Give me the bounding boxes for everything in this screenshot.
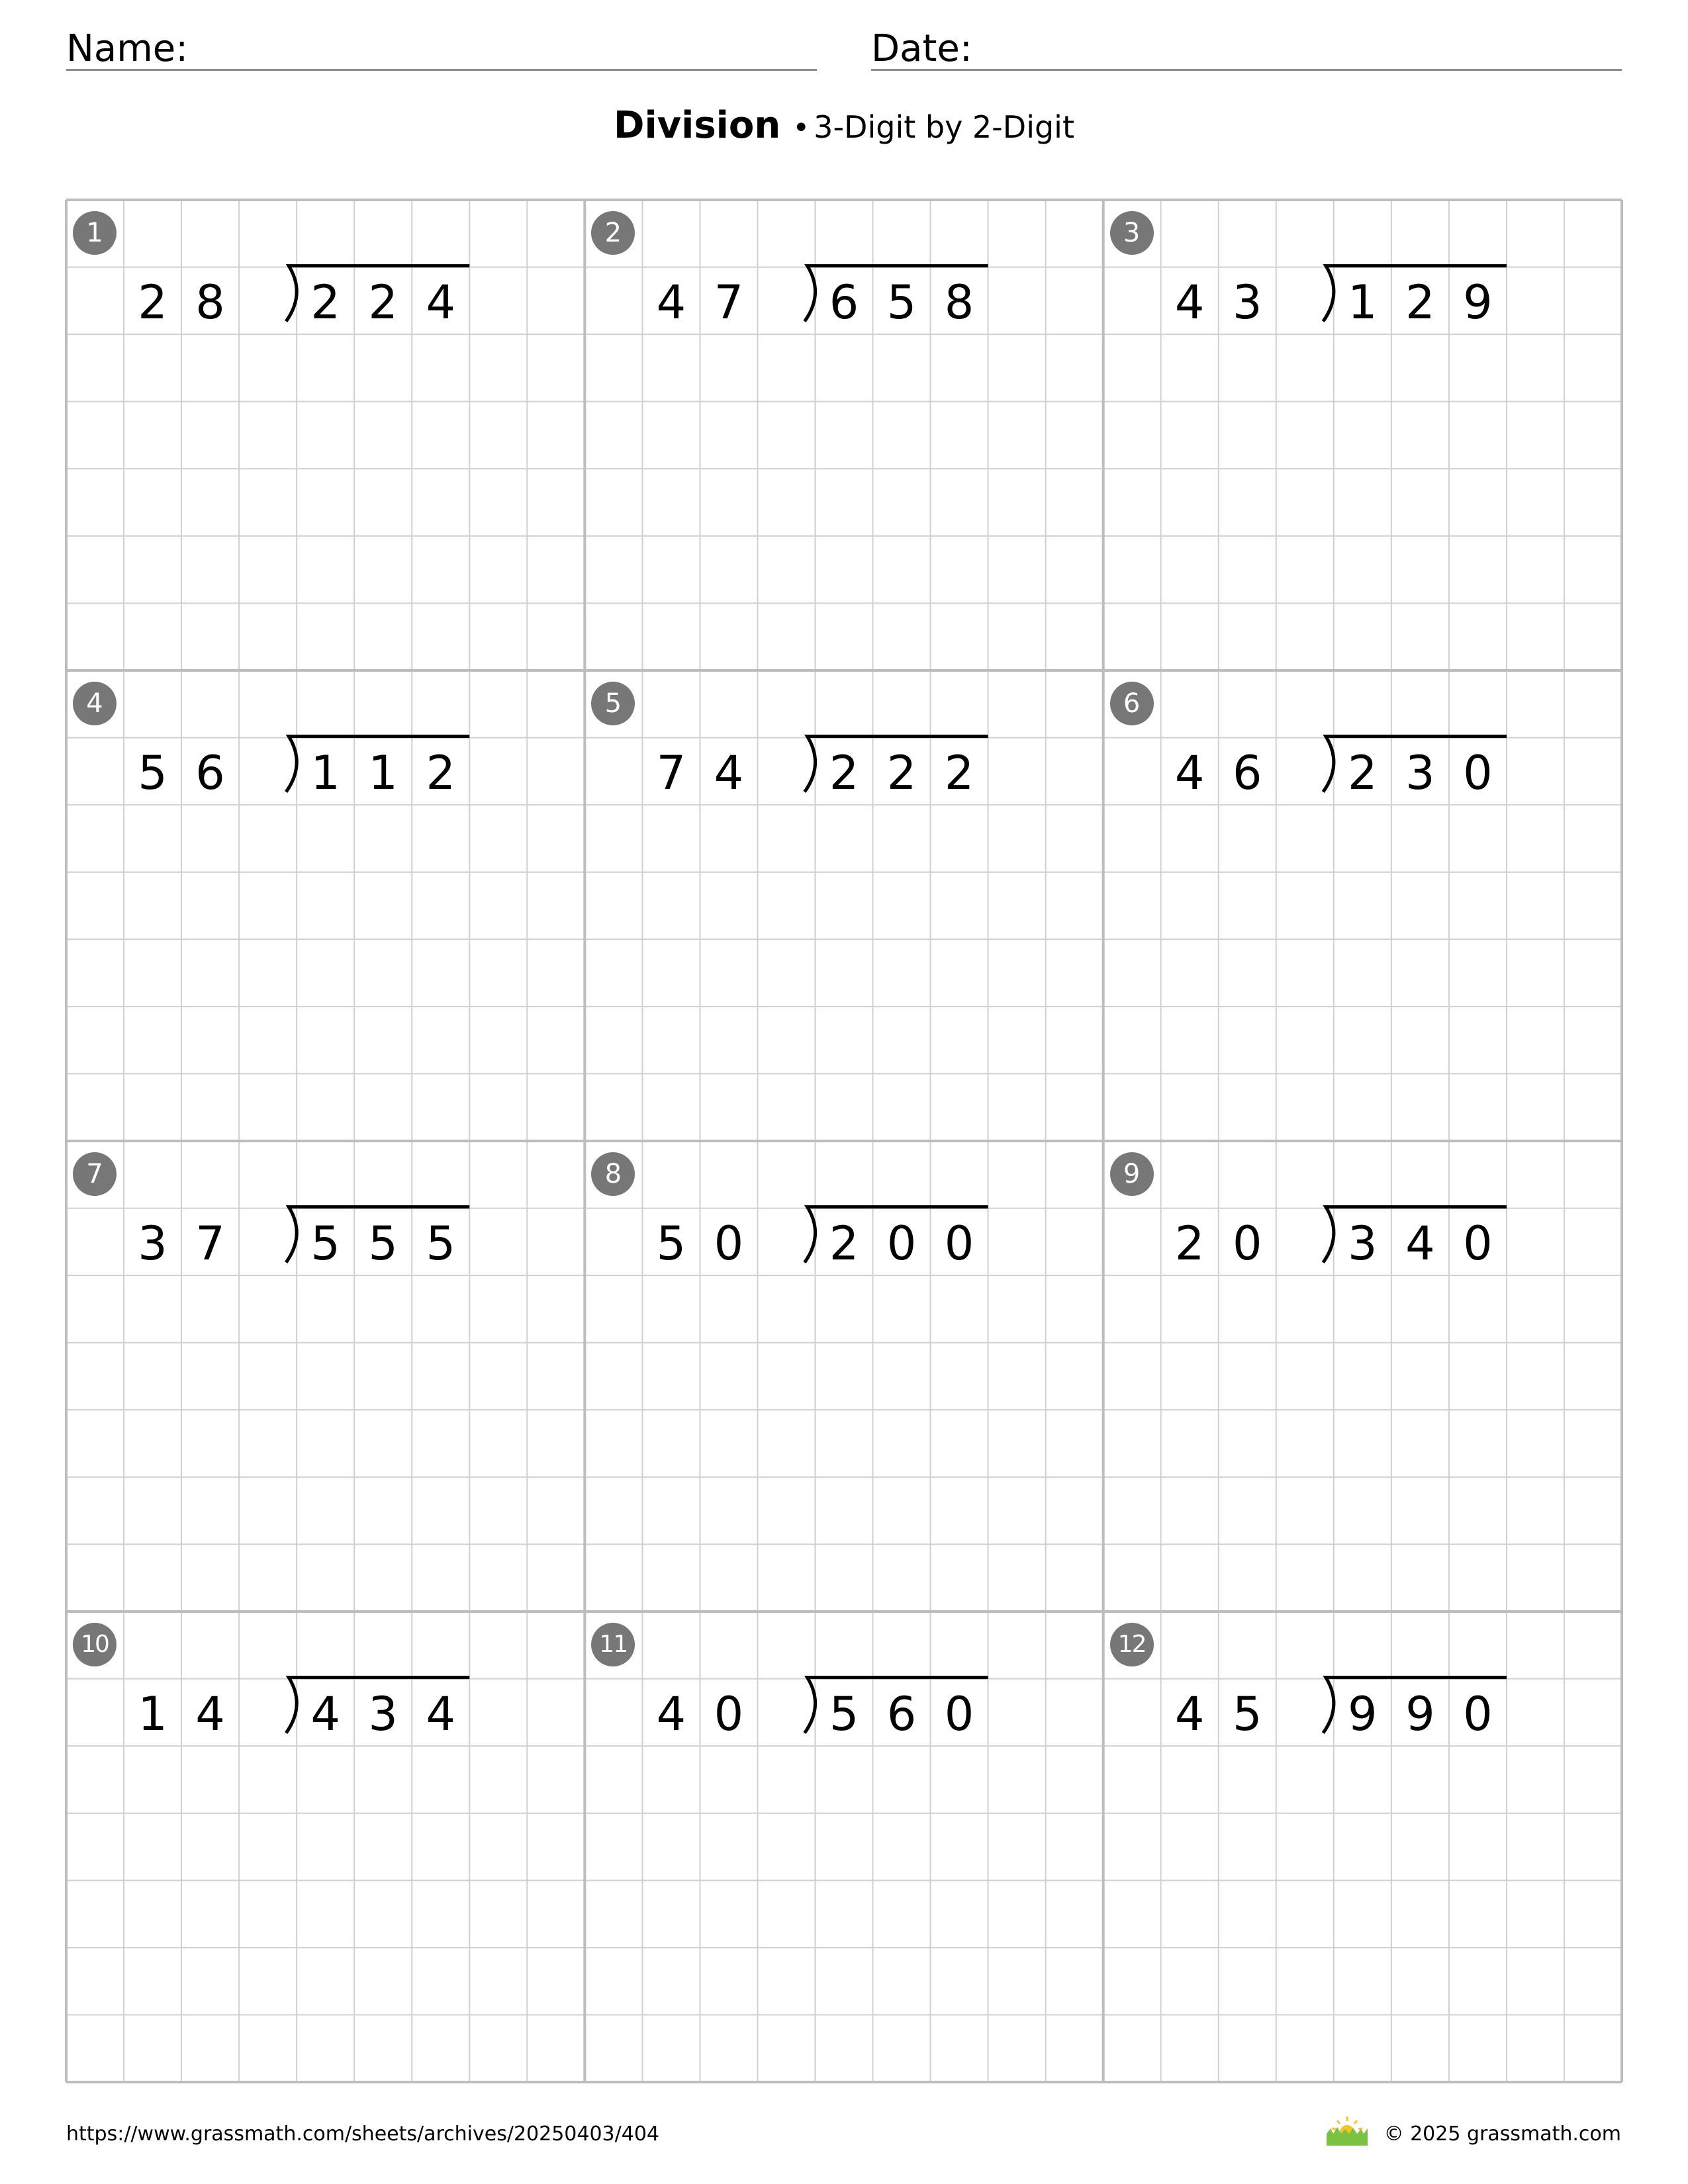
problem-number-badge: 8 <box>591 1152 635 1196</box>
problem-number-badge: 12 <box>1110 1623 1154 1666</box>
dividend-digit: 5 <box>829 1686 859 1741</box>
dividend-digit: 2 <box>944 745 974 800</box>
problem-number-badge: 3 <box>1110 211 1154 255</box>
divisor-digit: 0 <box>714 1686 744 1741</box>
divisor-digit: 5 <box>656 1216 686 1271</box>
dividend-digit: 0 <box>1463 1216 1493 1271</box>
divisor-digit: 4 <box>656 1686 686 1741</box>
dividend-digit: 2 <box>310 275 340 330</box>
dividend-digit: 2 <box>886 745 917 800</box>
problem-number-badge: 5 <box>591 682 635 725</box>
problem-number-badge: 1 <box>73 211 117 255</box>
dividend-digit: 4 <box>1405 1216 1435 1271</box>
dividend-digit: 0 <box>1463 1686 1493 1741</box>
dividend-digit: 9 <box>1463 275 1493 330</box>
dividend-digit: 2 <box>368 275 398 330</box>
dividend-digit: 1 <box>368 745 398 800</box>
divisor-digit: 6 <box>1232 745 1262 800</box>
dividend-digit: 2 <box>829 1216 859 1271</box>
divisor-digit: 4 <box>195 1686 225 1741</box>
dividend-digit: 9 <box>1348 1686 1378 1741</box>
problem-number-badge: 2 <box>591 211 635 255</box>
dividend-digit: 2 <box>1405 275 1435 330</box>
divisor-digit: 1 <box>138 1686 167 1741</box>
dividend-digit: 5 <box>368 1216 398 1271</box>
divisor-digit: 7 <box>656 745 686 800</box>
dividend-digit: 4 <box>426 1686 455 1741</box>
dividend-digit: 3 <box>1405 745 1435 800</box>
dividend-digit: 6 <box>829 275 859 330</box>
divisor-digit: 2 <box>1174 1216 1205 1271</box>
problem-number-badge: 9 <box>1110 1152 1154 1196</box>
dividend-digit: 1 <box>310 745 340 800</box>
divisor-digit: 0 <box>714 1216 744 1271</box>
divisor-digit: 2 <box>138 275 167 330</box>
dividend-digit: 3 <box>368 1686 398 1741</box>
dividend-digit: 2 <box>829 745 859 800</box>
dividend-digit: 8 <box>944 275 974 330</box>
divisor-digit: 4 <box>1174 1686 1205 1741</box>
footer-copyright: © 2025 grassmath.com <box>1383 2122 1621 2146</box>
divisor-digit: 5 <box>1232 1686 1262 1741</box>
divisor-digit: 3 <box>1232 275 1262 330</box>
dividend-digit: 6 <box>886 1686 917 1741</box>
divisor-digit: 3 <box>138 1216 167 1271</box>
dividend-digit: 0 <box>944 1686 974 1741</box>
dividend-digit: 2 <box>426 745 455 800</box>
dividend-digit: 0 <box>944 1216 974 1271</box>
dividend-digit: 1 <box>1348 275 1378 330</box>
problem-number-badge: 6 <box>1110 682 1154 725</box>
divisor-digit: 5 <box>138 745 167 800</box>
divisor-digit: 4 <box>714 745 744 800</box>
problem-number-badge: 7 <box>73 1152 117 1196</box>
title-subtitle: 3-Digit by 2-Digit <box>814 109 1075 145</box>
footer-url: https://www.grassmath.com/sheets/archives/20250403/404 <box>66 2122 660 2146</box>
grass-sun-logo-icon <box>1325 2115 1369 2147</box>
problem-number-badge: 10 <box>73 1623 117 1666</box>
date-label: Date: <box>871 27 972 70</box>
dividend-digit: 4 <box>310 1686 340 1741</box>
dividend-digit: 5 <box>310 1216 340 1271</box>
divisor-digit: 0 <box>1232 1216 1262 1271</box>
divisor-digit: 6 <box>195 745 225 800</box>
dividend-digit: 0 <box>1463 745 1493 800</box>
dividend-digit: 4 <box>426 275 455 330</box>
name-label: Name: <box>66 27 189 70</box>
dividend-digit: 5 <box>886 275 917 330</box>
dividend-digit: 3 <box>1348 1216 1378 1271</box>
divisor-digit: 7 <box>714 275 744 330</box>
dividend-digit: 5 <box>426 1216 455 1271</box>
dividend-digit: 9 <box>1405 1686 1435 1741</box>
title-main: Division <box>613 104 781 147</box>
problem-number-badge: 4 <box>73 682 117 725</box>
divisor-digit: 4 <box>656 275 686 330</box>
divisor-digit: 4 <box>1174 275 1205 330</box>
problem-number-badge: 11 <box>591 1623 635 1666</box>
title-separator: • <box>792 111 810 145</box>
divisor-digit: 8 <box>195 275 225 330</box>
divisor-digit: 4 <box>1174 745 1205 800</box>
divisor-digit: 7 <box>195 1216 225 1271</box>
dividend-digit: 2 <box>1348 745 1378 800</box>
dividend-digit: 0 <box>886 1216 917 1271</box>
